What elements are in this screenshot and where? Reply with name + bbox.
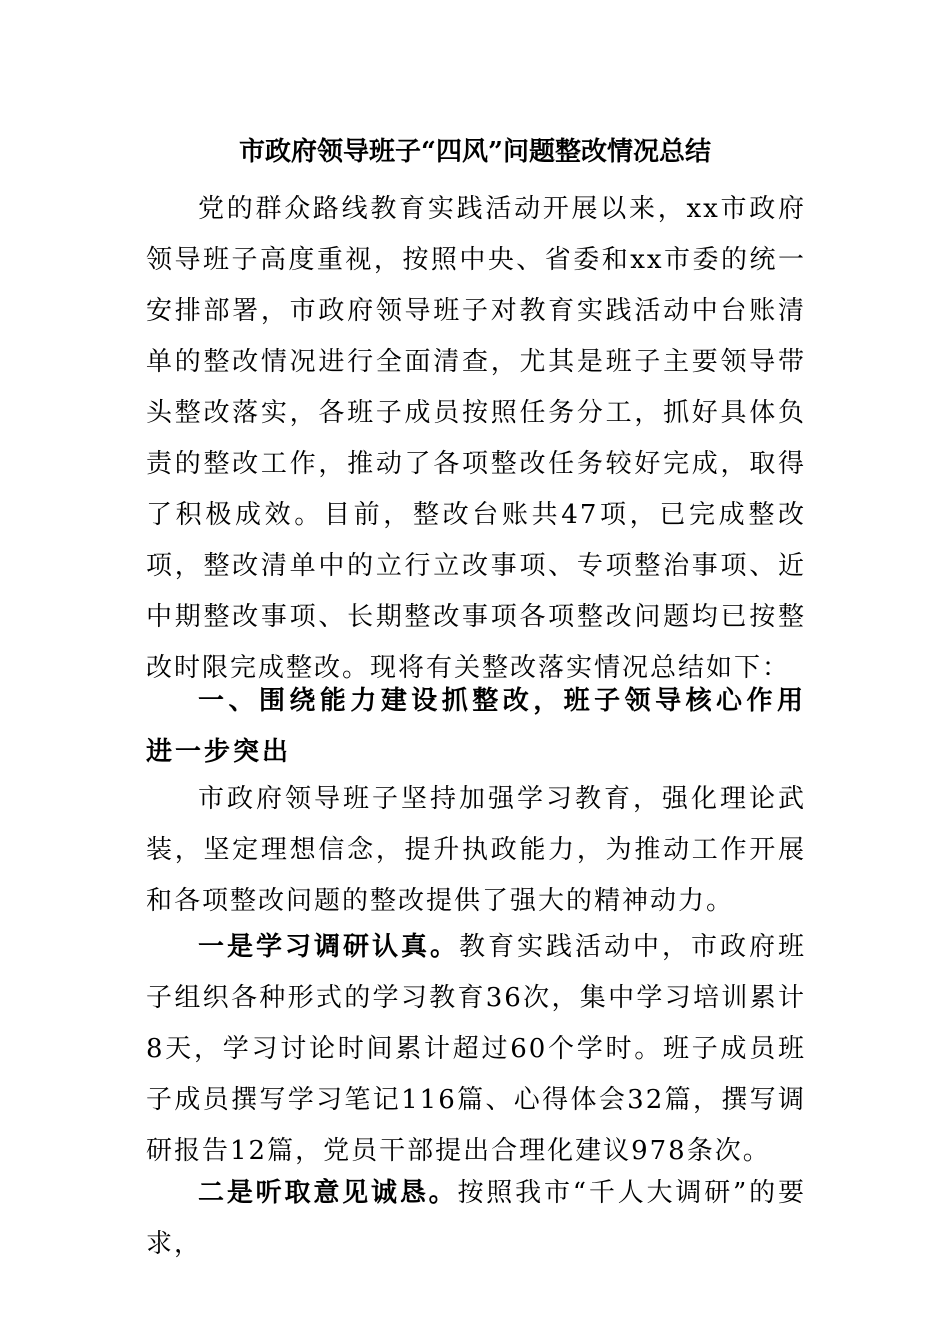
point-1-body: 教育实践活动中，市政府班子组织各种形式的学习教育36次，集中学习培训累计8天，学习讨论时间累计超过60个学时。班子成员班子成员撰写学习笔记116篇、心得体会32篇，撰写调研报告12篇，党员干部提出合理化建议978条次。 — [146, 932, 806, 1166]
section-1-body-paragraph: 市政府领导班子坚持加强学习教育，强化理论武装，坚定理想信念，提升执政能力，为推动工作开展和各项整改问题的整改提供了强大的精神动力。 — [146, 784, 806, 916]
point-2-paragraph — [146, 1168, 806, 1270]
document-title: 市政府领导班子“四风”问题整改情况总结 — [239, 137, 711, 167]
point-2-lead: 二是听取意见诚恳。 — [198, 1178, 458, 1208]
point-2-body: 按照我市“千人大调研”的要求， — [146, 1178, 806, 1259]
intro-paragraph: 党的群众路线教育实践活动开展以来，xx市政府领导班子高度重视，按照中央、省委和xx市委的统一安排部署，市政府领导班子对教育实践活动中台账清单的整改情况进行全面清查，尤其是班子主要领导带头整改落实，各班子成员按照任务分工，抓好具体负责的整改工作，推动了各项整改任务较好完成，取得了积极成效。目前，整改台账共47项，已完成整改项，整改清单中的立行立改事项、专项整治事项、近中期整改事项、长期整改事项各项整改问题均已按整改时限完成整改。现将有关整改落实情况总结如下： — [146, 194, 806, 683]
section-heading-1: 一、围绕能力建设抓整改，班子领导核心作用进一步突出 — [146, 686, 806, 767]
point-1-lead: 一是学习调研认真。 — [198, 932, 459, 962]
point-1-paragraph — [146, 922, 806, 1177]
